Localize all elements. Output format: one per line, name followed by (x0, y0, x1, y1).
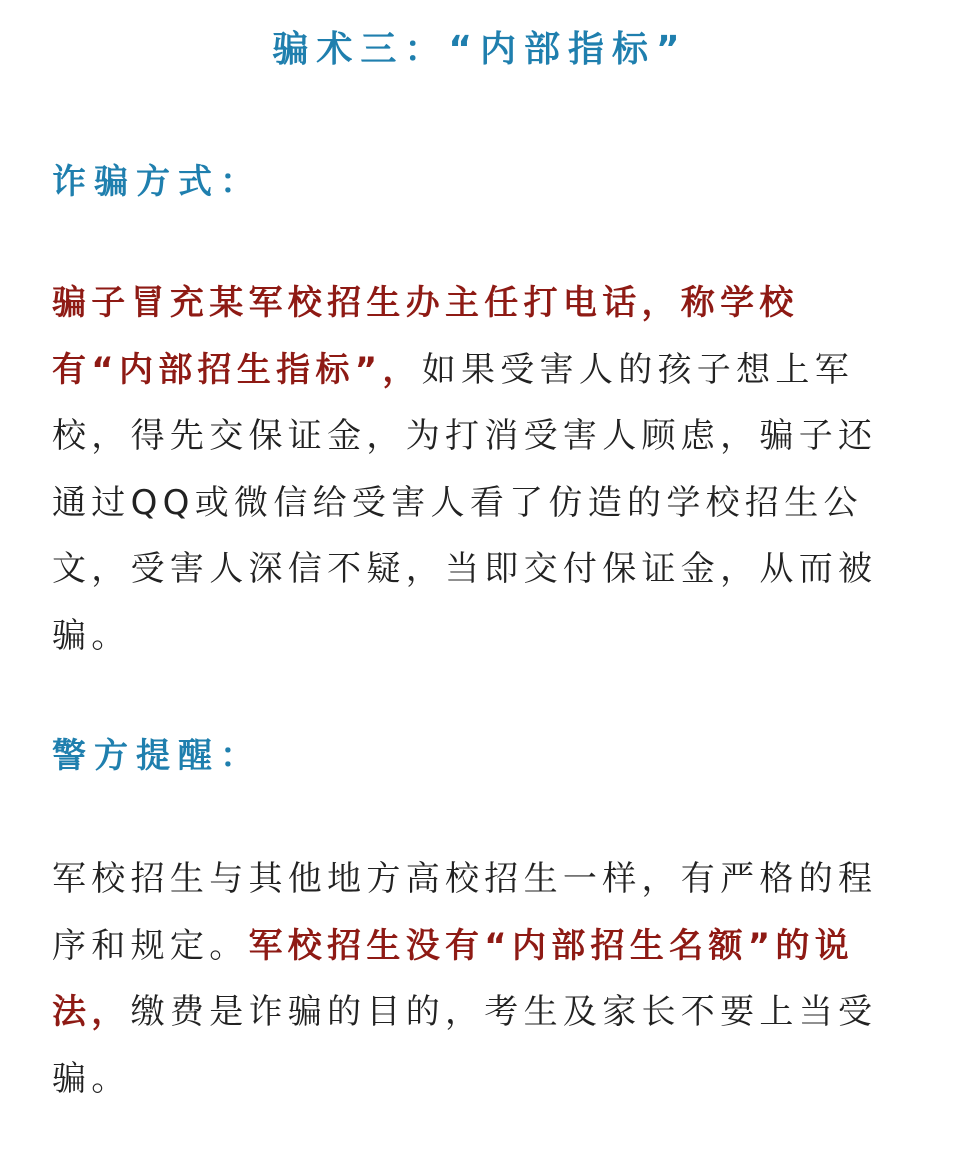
police-reminder-highlight: 军校招生没有“内部招生名额”的说法， (52, 925, 854, 1032)
police-reminder-body-start: 军校招生与其他地方高校招生一样，有严格的程序和规定。 (52, 859, 878, 966)
fraud-method-body: 如果受害人的孩子想上军校，得先交保证金，为打消受害人顾虑，骗子还通过QQ或微信给受害人看了仿造的学校招生公文，受害人深信不疑，当即交付保证金，从而被骗。 (52, 349, 878, 656)
section-heading-police-reminder: 警方提醒： (52, 736, 262, 776)
fraud-method-highlight: 骗子冒充某军校招生办主任打电话，称学校有“内部招生指标”， (52, 283, 799, 390)
police-reminder-body-end: 缴费是诈骗的目的，考生及家长不要上当受骗。 (52, 992, 878, 1099)
police-reminder-paragraph (52, 846, 902, 1112)
section-heading-fraud-method: 诈骗方式： (52, 162, 262, 202)
page-title: 骗术三：“内部指标” (272, 29, 688, 70)
fraud-method-paragraph (52, 270, 902, 669)
